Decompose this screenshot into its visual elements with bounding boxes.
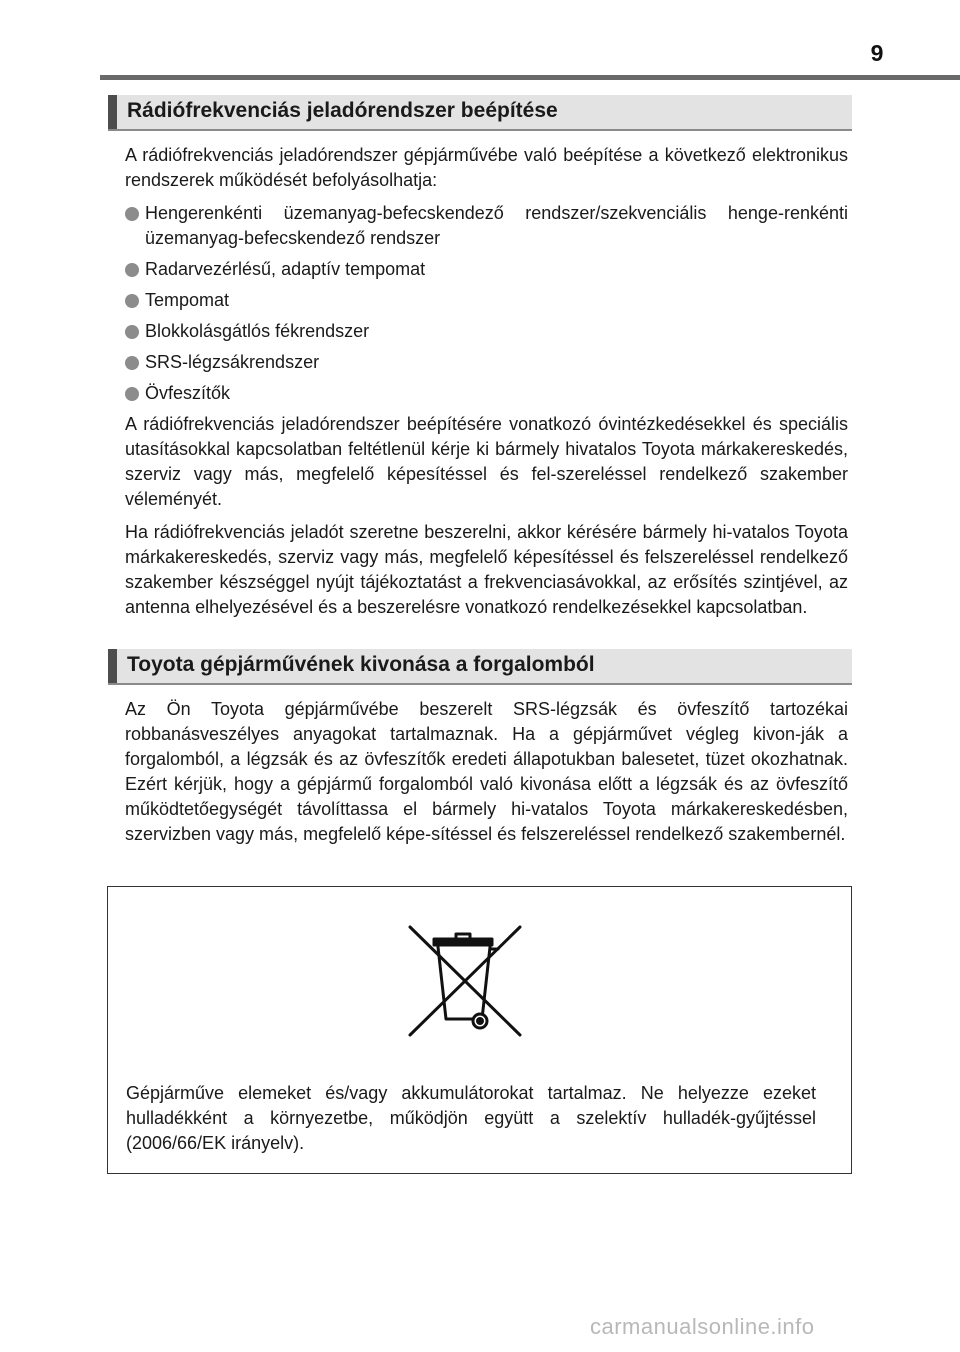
list-item: Radarvezérlésű, adaptív tempomat xyxy=(125,257,848,282)
section-title: Rádiófrekvenciás jeladórendszer beépítése xyxy=(127,99,558,122)
section-header-scrapping xyxy=(108,649,852,685)
intro-paragraph: A rádiófrekvenciás jeladórendszer gépjárművébe való beépítése a következő elektronikus rendszerek működését befolyásolhatja: xyxy=(125,145,848,190)
bullet-icon xyxy=(125,325,139,339)
list-item: Övfeszítők xyxy=(125,381,848,406)
affected-systems-list xyxy=(125,201,848,406)
bullet-icon xyxy=(125,207,139,221)
notice-text: Gépjárműve elemeket és/vagy akkumulátorokat tartalmaz. Ne helyezze ezeket hulladékként a környezetbe, működjön együtt a szelektív hulladék-gyűjtéssel (2006/66/EK irányelv). xyxy=(126,1083,816,1153)
bullet-icon xyxy=(125,263,139,277)
list-item: Tempomat xyxy=(125,288,848,313)
bullet-icon xyxy=(125,356,139,370)
battery-disposal-notice xyxy=(107,886,852,1174)
list-item: Blokkolásgátlós fékrendszer xyxy=(125,319,848,344)
scrapping-paragraph: Az Ön Toyota gépjárművébe beszerelt SRS-légzsák és övfeszítő tartozékai robbanásveszélyes anyagokat tartalmaznak. Ha a gépjárművet végleg kivon-ják a forgalomból, a légzsák és az övfeszítők eredeti állapotukban balesetet, tüzet okozhatnak. Ezért kérjük, hogy a gépjármű forgalomból való kivonása előtt a légzsák és az övfeszítő működtetőegységét távolíttassa el bármely hi-vatalos Toyota márkakereskedésben, szervizben vagy más, megfelelő képe-sítéssel és felszereléssel rendelkező szakembernél. xyxy=(125,699,848,844)
bullet-icon xyxy=(125,294,139,308)
crossed-out-wheelie-bin-icon xyxy=(406,923,524,1041)
section-header-bar xyxy=(108,95,117,129)
top-rule xyxy=(100,75,960,80)
section-body-scrapping xyxy=(125,697,848,855)
precaution-paragraph: A rádiófrekvenciás jeladórendszer beépítésére vonatkozó óvintézkedésekkel és speciális utasításokkal kapcsolatban feltétlenül kérje ki bármely hivatalos Toyota márkakereskedés, szerviz vagy más, megfelelő képesítéssel és fel-szereléssel rendelkező szakember véleményét. xyxy=(125,414,848,509)
section-header-bar xyxy=(108,649,117,683)
section-body-rf-transmitter xyxy=(125,143,848,628)
list-item: Hengerenkénti üzemanyag-befecskendező rendszer/szekvenciális henge-renkénti üzemanyag-befecskendező rendszer xyxy=(125,201,848,251)
section-title: Toyota gépjárművének kivonása a forgalomból xyxy=(127,653,595,676)
installation-paragraph: Ha rádiófrekvenciás jeladót szeretne beszerelni, akkor kérésére bármely hi-vatalos Toyota márkakereskedés, szerviz vagy más, megfelelő képesítéssel és felszereléssel rendelkező szakember készséggel nyújt tájékoztatást a frekvenciasávokkal, az erősítés szintjével, az antenna elhelyezésével és a beszerelésre vonatkozó rendelkezésekkel kapcsolatban. xyxy=(125,522,848,617)
watermark: carmanualsonline.info xyxy=(590,1314,815,1339)
section-header-rf-transmitter xyxy=(108,95,852,131)
bullet-icon xyxy=(125,387,139,401)
list-item: SRS-légzsákrendszer xyxy=(125,350,848,375)
page-number: 9 xyxy=(870,40,884,66)
